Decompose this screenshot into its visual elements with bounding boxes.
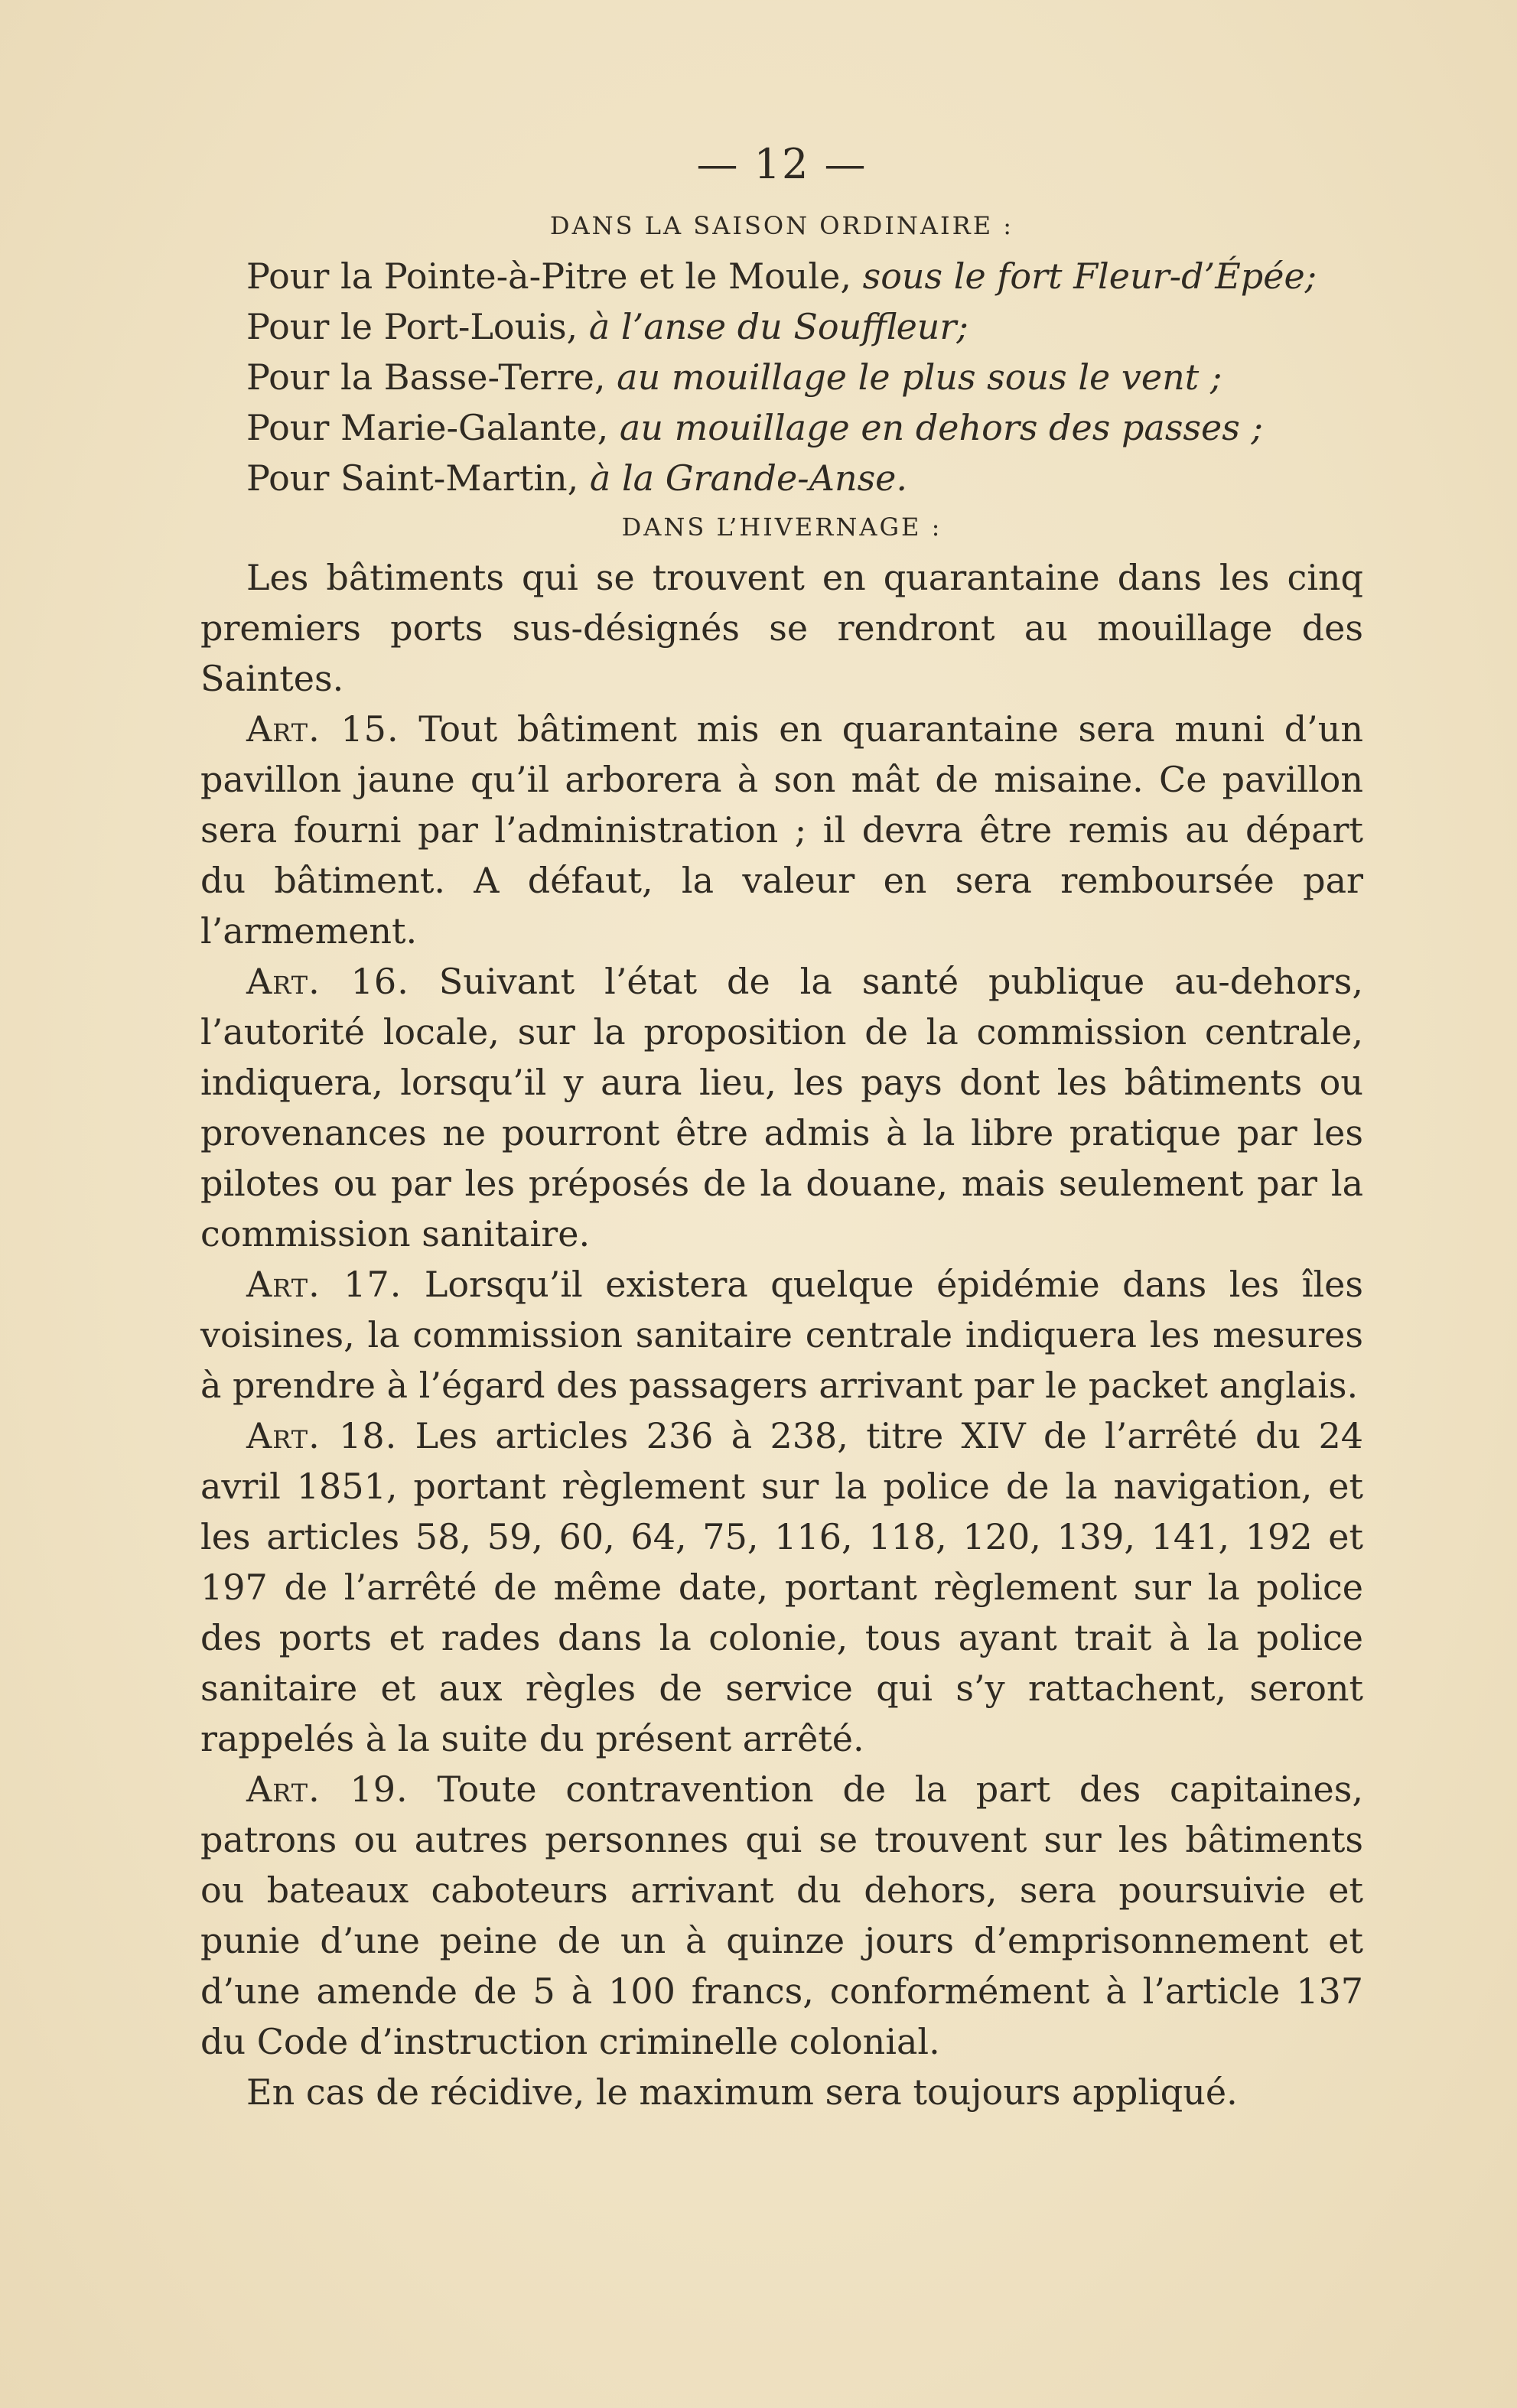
port-line-pointe-a-pitre (200, 251, 1363, 301)
article-text: Lorsqu’il existera quelque épidémie dans les îles voisines, la commission sanitaire centrale indiquera les mesures à prendre à l’égard des passagers arrivant par le packet anglais. (200, 1264, 1363, 1406)
article-16 (200, 956, 1363, 1259)
page-number: — 12 — (696, 140, 868, 188)
article-19 (200, 1764, 1363, 2067)
section-heading-winter-season: DANS L’HIVERNAGE : (621, 513, 942, 542)
article-label: Art. 15. (246, 708, 399, 750)
article-label: Art. 18. (246, 1415, 398, 1456)
port-line-port-louis (200, 301, 1363, 352)
port-line-place: sous le fort Fleur-d’Épée; (862, 255, 1317, 297)
port-line-place: à la Grande-Anse. (589, 457, 908, 499)
page-body (200, 138, 1363, 2117)
port-line-place: au mouillage le plus sous le vent ; (617, 356, 1222, 398)
article-17 (200, 1259, 1363, 1411)
winter-paragraph: Les bâtiments qui se trouvent en quarantaine dans les cinq premiers ports sus-désignés se rendront au mouillage des Saintes. (200, 557, 1363, 699)
ports-list-ordinary (200, 251, 1363, 503)
port-line-place: au mouillage en dehors des passes ; (619, 407, 1263, 448)
article-18 (200, 1411, 1363, 1764)
article-label: Art. 19. (246, 1769, 409, 1810)
article-text: Suivant l’état de la santé publique au-dehors, l’autorité locale, sur la proposition de la commission centrale, indiquera, lorsqu’il y aura lieu, les pays dont les bâtiments ou provenances ne pourront être admis à la libre pratique par les pilotes ou par les préposés de la douane, mais seulement par la commission sanitaire. (200, 961, 1363, 1254)
article-label: Art. 17. (246, 1264, 402, 1305)
port-line-lead: Pour le Port-Louis, (246, 306, 578, 347)
article-text: Tout bâtiment mis en quarantaine sera muni d’un pavillon jaune qu’il arborera à son mât de misaine. Ce pavillon sera fourni par l’administration ; il devra être remis au départ du bâtiment. A défaut, la valeur en sera remboursée par l’armement. (200, 708, 1364, 952)
port-line-lead: Pour la Pointe-à-Pitre et le Moule, (246, 255, 851, 297)
article-label: Art. 16. (246, 961, 409, 1002)
article-text: Les articles 236 à 238, titre XIV de l’arrêté du 24 avril 1851, portant règlement sur la police de la navigation, et les articles 58, 59, 60, 64, 75, 116, 118, 120, 139, 141, 192 et 197 de l’arrêté de même date, portant règlement sur la police des ports et rades dans la colonie, tous ayant trait à la police sanitaire et aux règles de service qui s’y rattachent, seront rappelés à la suite du présent arrêté. (200, 1415, 1364, 1759)
article-text: Toute contravention de la part des capitaines, patrons ou autres personnes qui se trouvent sur les bâtiments ou bateaux caboteurs arrivant du dehors, sera poursuivie et punie d’une peine de un à quinze jours d’emprisonnement et d’une amende de 5 à 100 francs, conformément à l’article 137 du Code d’instruction criminelle colonial. (200, 1769, 1364, 2062)
article-15 (200, 704, 1363, 956)
port-line-basse-terre (200, 352, 1363, 402)
port-line-saint-martin (200, 453, 1363, 503)
port-line-lead: Pour la Basse-Terre, (246, 356, 606, 398)
port-line-place: à l’anse du Souffleur; (588, 306, 968, 347)
port-line-lead: Pour Saint-Martin, (246, 457, 579, 499)
closing-paragraph: En cas de récidive, le maximum sera toujours appliqué. (246, 2071, 1238, 2113)
port-line-lead: Pour Marie-Galante, (246, 407, 609, 448)
section-heading-ordinary-season: DANS LA SAISON ORDINAIRE : (549, 211, 1014, 240)
port-line-marie-galante (200, 402, 1363, 453)
